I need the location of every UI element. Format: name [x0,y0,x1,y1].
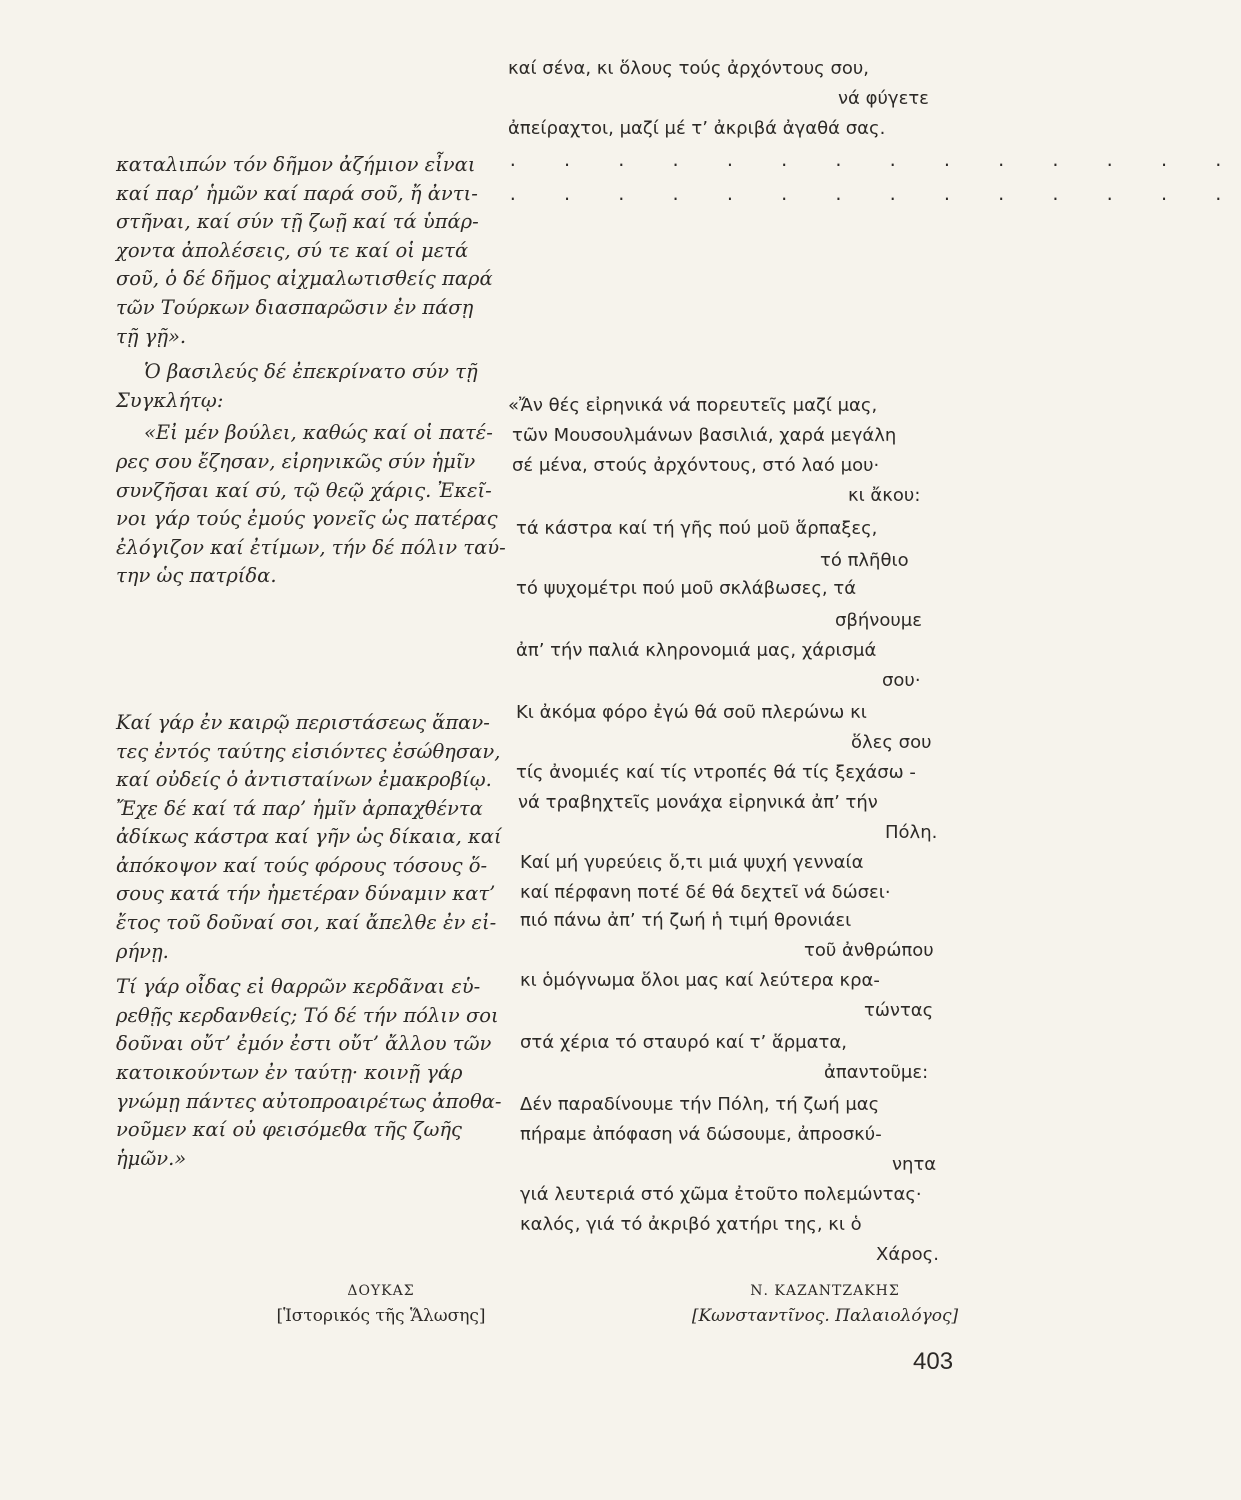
poem-line: στά χέρια τό σταυρό καί τ’ ἅρματα, [520,1032,847,1053]
signature-right [690,1283,960,1326]
poem-line: καί σένα, κι ὅλους τούς ἀρχόντους σου, [508,58,870,79]
text-line: Τί γάρ οἶδας εἰ θαρρῶν κερδᾶναι εὑ- [116,975,481,999]
poem-line: «Ἄν θές εἰρηνικά νά πορευτεῖς μαζί μας, [508,395,878,416]
poem-line: πήραμε ἀπόφαση νά δώσουμε, ἀπροσκύ- [520,1124,882,1145]
source-title: [Κωνσταντῖνος. Παλαιολόγος] [691,1306,959,1326]
poem-line: Χάρος. [876,1244,939,1265]
text-line: τῇ γῇ». [116,324,187,348]
source-title: [Ἱστορικός τῆς Ἅλωσης] [276,1306,486,1326]
text-line: Συγκλήτῳ: [116,388,224,412]
poem-line: τά κάστρα καί τή γῆς πού μοῦ ἅρπαξες, [516,518,878,539]
poem-line: ἀπ’ τήν παλιά κληρονομιά μας, χάρισμά [516,640,877,661]
poem-line: νά φύγετε [838,88,929,109]
author-name: ΔΟΥΚΑΣ [347,1283,415,1299]
poem-line: Πόλη. [885,822,938,843]
text-line: καταλιπών τόν δῆμον ἀζήμιον εἶναι [116,153,476,176]
author-name: Ν. ΚΑΖΑΝΤΖΑΚΗΣ [750,1283,900,1299]
text-line: Καί γάρ ἐν καιρῷ περιστάσεως ἅπαν- [116,710,490,734]
paragraph-3 [116,419,506,591]
poem-line: Καί μή γυρεύεις ὅ,τι μιά ψυχή γενναία [520,852,864,873]
text-line: ἐλόγιζον καί ἐτίμων, τήν δέ πόλιν ταύ- [116,535,506,559]
text-line: την ὡς πατρίδα. [116,564,277,588]
poem-line: τοῦ ἀνθρώπου [804,940,934,961]
poem-line: καί πέρφανη ποτέ δέ θά δεχτεῖ νά δώσει· [520,882,891,903]
left-column-ancient-text [116,151,506,1173]
poem-line: ὅλες σου [851,732,932,753]
text-line: Ὁ βασιλεύς δέ ἐπεκρίνατο σύν τῇ [144,360,478,384]
paragraph-1 [116,151,492,351]
poem-line: ἀπαντοῦμε: [824,1062,929,1083]
text-line: τῶν Τούρκων διασπαρῶσιν ἐν πάσῃ [116,295,474,319]
poem-line: γιά λευτεριά στό χῶμα ἐτοῦτο πολεμώντας· [520,1184,922,1205]
text-line: κατοικούντων ἐν ταύτῃ· κοινῇ γάρ [116,1061,463,1085]
poem-line: σβήνουμε [835,610,922,631]
text-line: σους κατά τήν ἡμετέραν δύναμιν κατ’ [116,882,496,906]
signature-left [266,1283,496,1326]
ellipsis-row: . . . . . . . . . . . . . . [508,185,1241,204]
poem-line: Κι ἀκόμα φόρο ἐγώ θά σοῦ πλερώνω κι [516,702,867,723]
text-line: ἀδίκως κάστρα καί γῆν ὡς δίκαια, καί [116,825,502,849]
ellipsis-row: . . . . . . . . . . . . . . [508,151,1241,170]
text-line: ἔτος τοῦ δοῦναί σοι, καί ἄπελθε ἐν εἰ- [116,911,497,935]
paragraph-2 [116,358,492,415]
poem-line: πιό πάνω ἀπ’ τή ζωή ἡ τιμή θρονιάει [520,910,852,931]
text-line: ρήνῃ. [116,939,169,963]
text-line: στῆναι, καί σύν τῇ ζωῇ καί τά ὑπάρ- [116,210,479,234]
poem-line: κι ὁμόγνωμα ὅλοι μας καί λεύτερα κρα- [520,970,880,991]
text-line: σοῦ, ὁ δέ δῆμος αἰχμαλωτισθείς παρά [116,267,493,291]
text-line: ἡμῶν.» [116,1146,187,1170]
paragraph-5 [116,973,502,1173]
text-line: ρες σου ἔζησαν, εἰρηνικῶς σύν ἡμῖν [116,449,476,473]
text-line: χοντα ἀπολέσεις, σύ τε καί οἱ μετά [116,238,469,262]
poem-line: νητα [892,1154,937,1175]
text-line: καί παρ’ ἡμῶν καί παρά σοῦ, ἤ ἀντι- [116,181,478,205]
poem-line: σέ μένα, στούς ἀρχόντους, στό λαό μου· [512,455,880,476]
poem-line: κι ἄκου: [848,485,921,506]
poem-line: νά τραβηχτεῖς μονάχα εἰρηνικά ἀπ’ τήν [518,792,878,813]
text-line: τες ἐντός ταύτης εἰσιόντες ἐσώθησαν, [116,739,501,763]
poem-line: τῶν Μουσουλμάνων βασιλιά, χαρά μεγάλη [512,425,897,446]
text-line: νοι γάρ τούς ἐμούς γονεῖς ὡς πατέρας [116,507,498,531]
text-line: «Εἰ μέν βούλει, καθώς καί οἱ πατέ- [144,421,493,445]
text-line: ρεθῇς κερδανθείς; Τό δέ τήν πόλιν σοι [116,1003,499,1027]
text-line: νοῦμεν καί οὐ φεισόμεθα τῆς ζωῆς [116,1118,462,1142]
poem-line: καλός, γιά τό ἀκριβό χατήρι της, κι ὁ [520,1214,862,1235]
text-line: γνώμῃ πάντες αὐτοπροαιρέτως ἀποθα- [116,1089,502,1113]
poem-line: σου· [882,670,921,691]
poem-line: Δέν παραδίνουμε τήν Πόλη, τή ζωή μας [520,1094,880,1115]
text-line: ἀπόκοψον καί τούς φόρους τόσους ὅ- [116,853,488,877]
poem-line: τό πλῆθιο [820,550,909,571]
page-number: 403 [913,1348,954,1375]
poem-line: τίς ἀνομιές καί τίς ντροπές θά τίς ξεχάσω - [516,762,916,783]
text-line: δοῦναι οὔτ’ ἐμόν ἐστι οὔτ’ ἄλλου τῶν [116,1032,492,1056]
text-line: Ἔχε δέ καί τά παρ’ ἡμῖν ἁρπαχθέντα [116,796,483,820]
text-line: συνζῆσαι καί σύ, τῷ θεῷ χάρις. Ἐκεῖ- [116,478,492,502]
paragraph-4 [116,709,502,966]
poem-line: τώντας [864,1000,934,1021]
poem-line: ἀπείραχτοι, μαζί μέ τ’ ἀκριβά ἀγαθά σας. [508,118,886,139]
poem-line: τό ψυχομέτρι πού μοῦ σκλάβωσες, τά [516,578,857,599]
text-line: καί οὐδείς ὁ ἀντισταίνων ἐμακροβίῳ. [116,768,492,792]
